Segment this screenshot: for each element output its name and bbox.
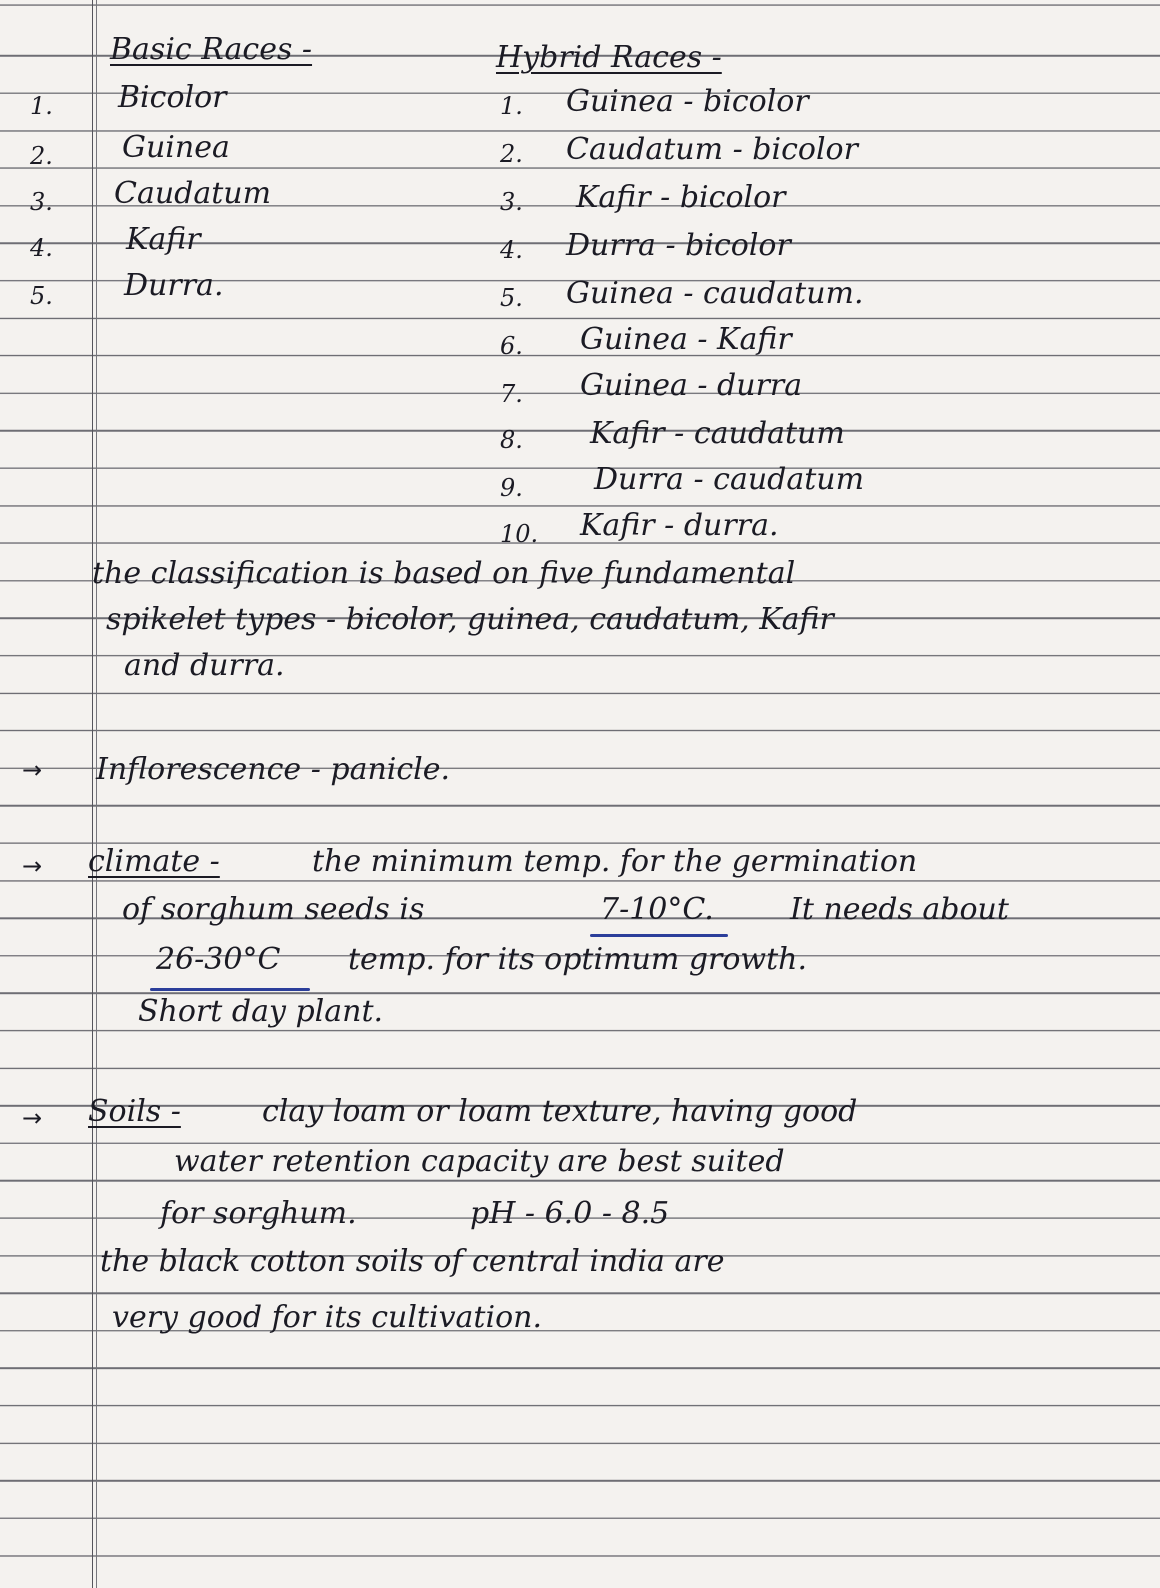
soils-label: Soils - — [88, 1094, 181, 1129]
hybrid-race-number: 1. — [500, 92, 523, 120]
soils-line: clay loam or loam texture, having good — [262, 1094, 858, 1129]
hybrid-race-number: 9. — [500, 474, 523, 502]
basic-race-item: Caudatum — [114, 176, 272, 211]
hybrid-race-number: 4. — [500, 236, 523, 264]
soils-ph: pH - 6.0 - 8.5 — [470, 1196, 670, 1231]
basic-race-item: Durra. — [124, 268, 224, 303]
margin-line-inner — [96, 0, 97, 1588]
hybrid-race-number: 3. — [500, 188, 523, 216]
bullet-arrow-icon: → — [22, 852, 43, 880]
basic-race-item: Bicolor — [118, 80, 227, 115]
hybrid-race-number: 6. — [500, 332, 523, 360]
hybrid-race-item: Guinea - Kafir — [580, 322, 792, 357]
hybrid-race-number: 10. — [500, 520, 539, 548]
hybrid-race-item: Guinea - durra — [580, 368, 803, 403]
optimum-temp: 26-30°C — [156, 942, 281, 977]
hybrid-race-item: Kafir - bicolor — [576, 180, 786, 215]
basic-races-heading: Basic Races - — [110, 32, 313, 67]
basic-race-item: Guinea — [122, 130, 230, 165]
classification-line: the classification is based on five fundamental — [92, 556, 796, 591]
basic-race-number: 2. — [30, 142, 53, 170]
bullet-arrow-icon: → — [22, 1104, 43, 1132]
inflorescence-text: Inflorescence - panicle. — [96, 752, 451, 787]
climate-label: climate - — [88, 844, 220, 879]
basic-race-number: 1. — [30, 92, 53, 120]
climate-line: Short day plant. — [138, 994, 384, 1029]
germination-temp: 7-10°C. — [600, 892, 714, 927]
hybrid-races-heading: Hybrid Races - — [496, 40, 722, 75]
hybrid-race-item: Kafir - durra. — [580, 508, 779, 543]
basic-race-item: Kafir — [126, 222, 201, 257]
basic-race-number: 5. — [30, 282, 53, 310]
highlight-underline — [150, 988, 310, 991]
basic-race-number: 3. — [30, 188, 53, 216]
hybrid-race-item: Durra - caudatum — [594, 462, 865, 497]
hybrid-race-item: Durra - bicolor — [566, 228, 791, 263]
hybrid-race-number: 5. — [500, 284, 523, 312]
soils-line: for sorghum. — [160, 1196, 357, 1231]
classification-line: and durra. — [124, 648, 285, 683]
hybrid-race-number: 8. — [500, 426, 523, 454]
hybrid-race-item: Guinea - bicolor — [566, 84, 809, 119]
hybrid-race-item: Guinea - caudatum. — [566, 276, 864, 311]
hybrid-race-item: Caudatum - bicolor — [566, 132, 858, 167]
climate-line: temp. for its optimum growth. — [348, 942, 808, 977]
margin-line — [92, 0, 93, 1588]
soils-line: water retention capacity are best suited — [174, 1144, 785, 1179]
classification-line: spikelet types - bicolor, guinea, caudatum, Kafir — [106, 602, 834, 637]
hybrid-race-item: Kafir - caudatum — [590, 416, 845, 451]
climate-line: It needs about — [790, 892, 1009, 927]
hybrid-race-number: 2. — [500, 140, 523, 168]
climate-line: the minimum temp. for the germination — [312, 844, 918, 879]
basic-race-number: 4. — [30, 234, 53, 262]
climate-line: of sorghum seeds is — [122, 892, 425, 927]
highlight-underline — [590, 934, 728, 937]
hybrid-race-number: 7. — [500, 380, 523, 408]
soils-line: the black cotton soils of central india are — [100, 1244, 725, 1279]
bullet-arrow-icon: → — [22, 756, 43, 784]
soils-line: very good for its cultivation. — [112, 1300, 542, 1335]
